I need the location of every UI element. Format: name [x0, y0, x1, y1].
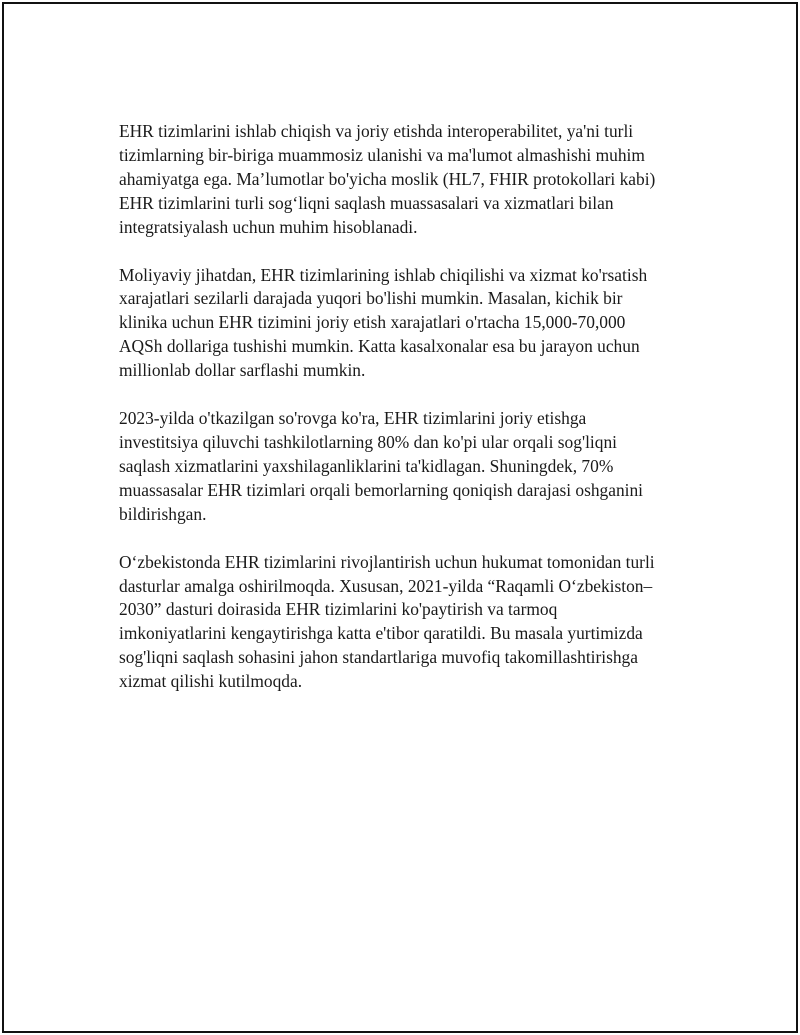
text-line: EHR tizimlarini ishlab chiqish va joriy etishda interoperabilitet, ya'ni turli [119, 121, 634, 141]
text-line: saqlash xizmatlarini yaxshilaganliklarini ta'kidlagan. Shuningdek, 70% [119, 455, 614, 476]
text-line: tizimlarning bir-biriga muammosiz ulanishi va ma'lumot almashishi muhim [119, 144, 645, 165]
text-line: muassasalar EHR tizimlari orqali bemorlarning qoniqish darajasi oshganini [119, 479, 644, 500]
text-line: Moliyaviy jihatdan, EHR tizimlarining ishlab chiqilishi va xizmat ko'rsatish [119, 264, 648, 285]
text-line: xizmat qilishi kutilmoqda. [119, 671, 303, 692]
paragraph-costs [119, 264, 679, 384]
text-line: 2023-yilda o'tkazilgan so'rovga ko'ra, EHR tizimlarini joriy etishga [119, 408, 587, 429]
document-body [119, 120, 679, 718]
text-line: millionlab dollar sarflashi mumkin. [119, 360, 366, 381]
text-line: integratsiyalash uchun muhim hisoblanadi. [119, 216, 418, 237]
text-line: 2030” dasturi doirasida EHR tizimlarini ko'paytirish va tarmoq [119, 599, 558, 620]
document-page [2, 2, 798, 1033]
text-line: ahamiyatga ega. Ma’lumotlar bo'yicha moslik (HL7, FHIR protokollari kabi) [119, 168, 656, 189]
text-line: dasturlar amalga oshirilmoqda. Xususan, 2021-yilda “Raqamli O‘zbekiston– [119, 575, 653, 596]
paragraph-uzbekistan [119, 551, 679, 694]
paragraph-interoperability [119, 120, 679, 240]
text-line: investitsiya qiluvchi tashkilotlarning 80% dan ko'pi ular orqali sog'liqni [119, 431, 617, 452]
text-line: O‘zbekistonda EHR tizimlarini rivojlantirish uchun hukumat tomonidan turli [119, 551, 655, 572]
text-line: AQSh dollariga tushishi mumkin. Katta kasalxonalar esa bu jarayon uchun [119, 336, 640, 357]
paragraph-survey [119, 407, 679, 527]
text-line: xarajatlari sezilarli darajada yuqori bo'lishi mumkin. Masalan, kichik bir [119, 288, 623, 309]
text-line: imkoniyatlarini kengaytirishga katta e'tibor qaratildi. Bu masala yurtimizda [119, 623, 643, 644]
text-line: sog'liqni saqlash sohasini jahon standartlariga muvofiq takomillashtirishga [119, 647, 638, 668]
text-line: klinika uchun EHR tizimini joriy etish xarajatlari o'rtacha 15,000-70,000 [119, 312, 626, 333]
text-line: EHR tizimlarini turli sog‘liqni saqlash muassasalari va xizmatlari bilan [119, 192, 614, 213]
text-line: bildirishgan. [119, 503, 207, 524]
